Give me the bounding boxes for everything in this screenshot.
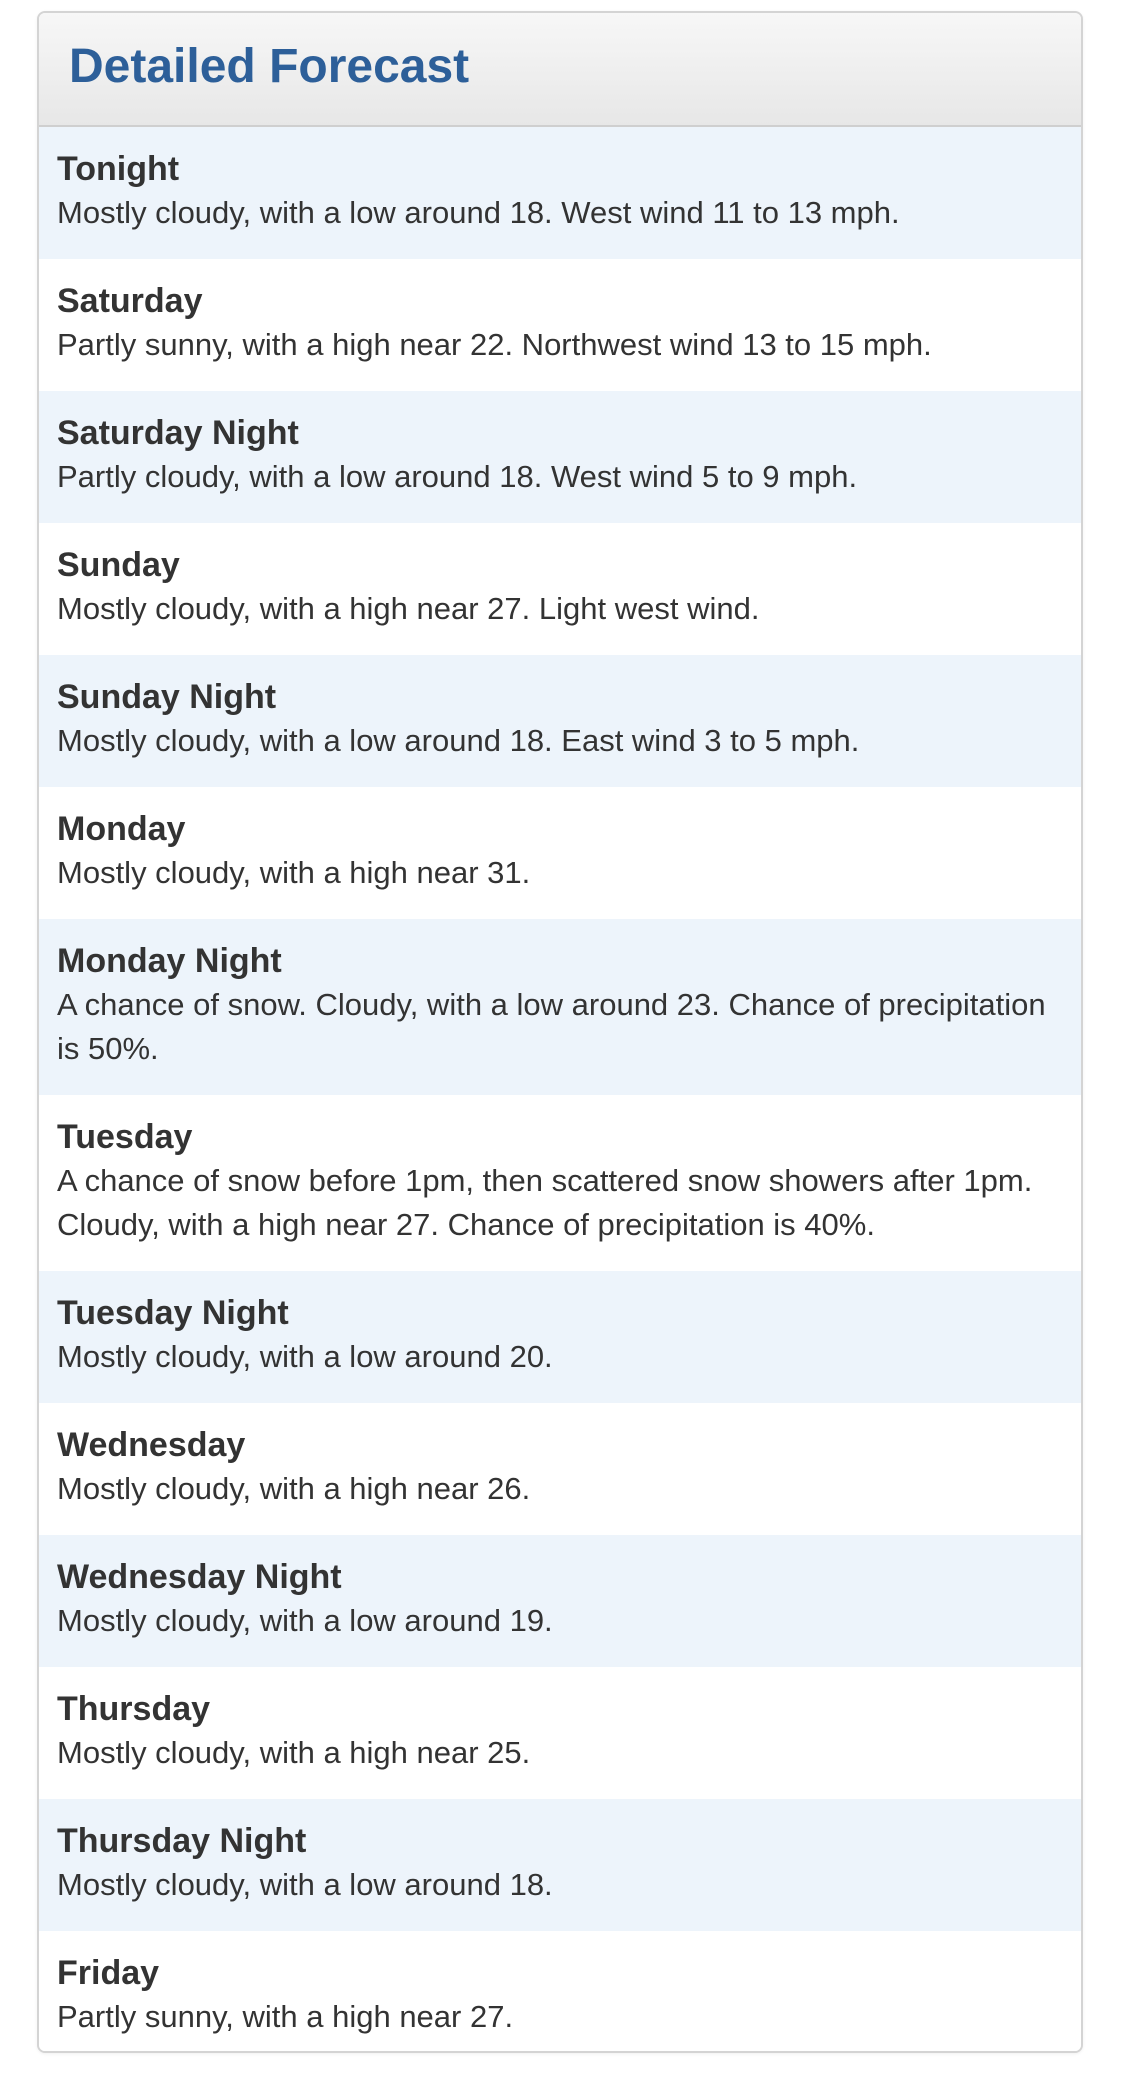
forecast-period-label: Saturday Night — [57, 414, 299, 452]
forecast-row — [39, 259, 1081, 391]
forecast-row — [39, 1095, 1081, 1271]
forecast-period-text: Mostly cloudy, with a low around 20. — [57, 1339, 553, 1374]
forecast-period-text: Mostly cloudy, with a low around 19. — [57, 1603, 553, 1638]
detailed-forecast-panel — [37, 11, 1083, 2053]
forecast-period-label: Tonight — [57, 150, 180, 188]
forecast-period-label: Tuesday — [57, 1118, 193, 1156]
forecast-period-label: Monday — [57, 810, 186, 848]
forecast-row — [39, 127, 1081, 259]
forecast-period-label: Wednesday Night — [57, 1558, 342, 1596]
forecast-row — [39, 523, 1081, 655]
forecast-row — [39, 1271, 1081, 1403]
forecast-row — [39, 1931, 1081, 2053]
forecast-period-label: Sunday — [57, 546, 180, 584]
forecast-period-label: Sunday Night — [57, 678, 277, 716]
forecast-row — [39, 391, 1081, 523]
forecast-row — [39, 1535, 1081, 1667]
forecast-period-text: Mostly cloudy, with a high near 31. — [57, 855, 531, 890]
forecast-period-text: Partly sunny, with a high near 27. — [57, 1999, 514, 2034]
forecast-row — [39, 655, 1081, 787]
forecast-period-text: Mostly cloudy, with a low around 18. West wind 11 to 13 mph. — [57, 195, 900, 230]
forecast-period-label: Friday — [57, 1954, 160, 1992]
forecast-row — [39, 919, 1081, 1095]
forecast-period-label: Thursday Night — [57, 1822, 307, 1860]
forecast-period-label: Saturday — [57, 282, 203, 320]
forecast-period-text: Mostly cloudy, with a high near 27. Light west wind. — [57, 591, 760, 626]
forecast-period-text: A chance of snow before 1pm, then scattered snow showers after 1pm. Cloudy, with a high near 27. Chance of precipitation is 40%. — [57, 1163, 1033, 1242]
forecast-row — [39, 1799, 1081, 1931]
forecast-period-label: Monday Night — [57, 942, 282, 980]
forecast-period-text: Mostly cloudy, with a low around 18. — [57, 1867, 553, 1902]
forecast-period-label: Thursday — [57, 1690, 211, 1728]
forecast-period-text: Partly cloudy, with a low around 18. West wind 5 to 9 mph. — [57, 459, 858, 494]
forecast-period-text: Partly sunny, with a high near 22. Northwest wind 13 to 15 mph. — [57, 327, 932, 362]
forecast-period-text: A chance of snow. Cloudy, with a low around 23. Chance of precipitation is 50%. — [57, 987, 1046, 1066]
forecast-period-text: Mostly cloudy, with a high near 25. — [57, 1735, 531, 1770]
forecast-period-text: Mostly cloudy, with a high near 26. — [57, 1471, 531, 1506]
panel-header — [39, 13, 1081, 127]
forecast-period-text: Mostly cloudy, with a low around 18. East wind 3 to 5 mph. — [57, 723, 860, 758]
forecast-row — [39, 1403, 1081, 1535]
page-title: Detailed Forecast — [69, 40, 470, 93]
forecast-row — [39, 1667, 1081, 1799]
forecast-row — [39, 787, 1081, 919]
forecast-period-label: Wednesday — [57, 1426, 246, 1464]
forecast-period-label: Tuesday Night — [57, 1294, 289, 1332]
